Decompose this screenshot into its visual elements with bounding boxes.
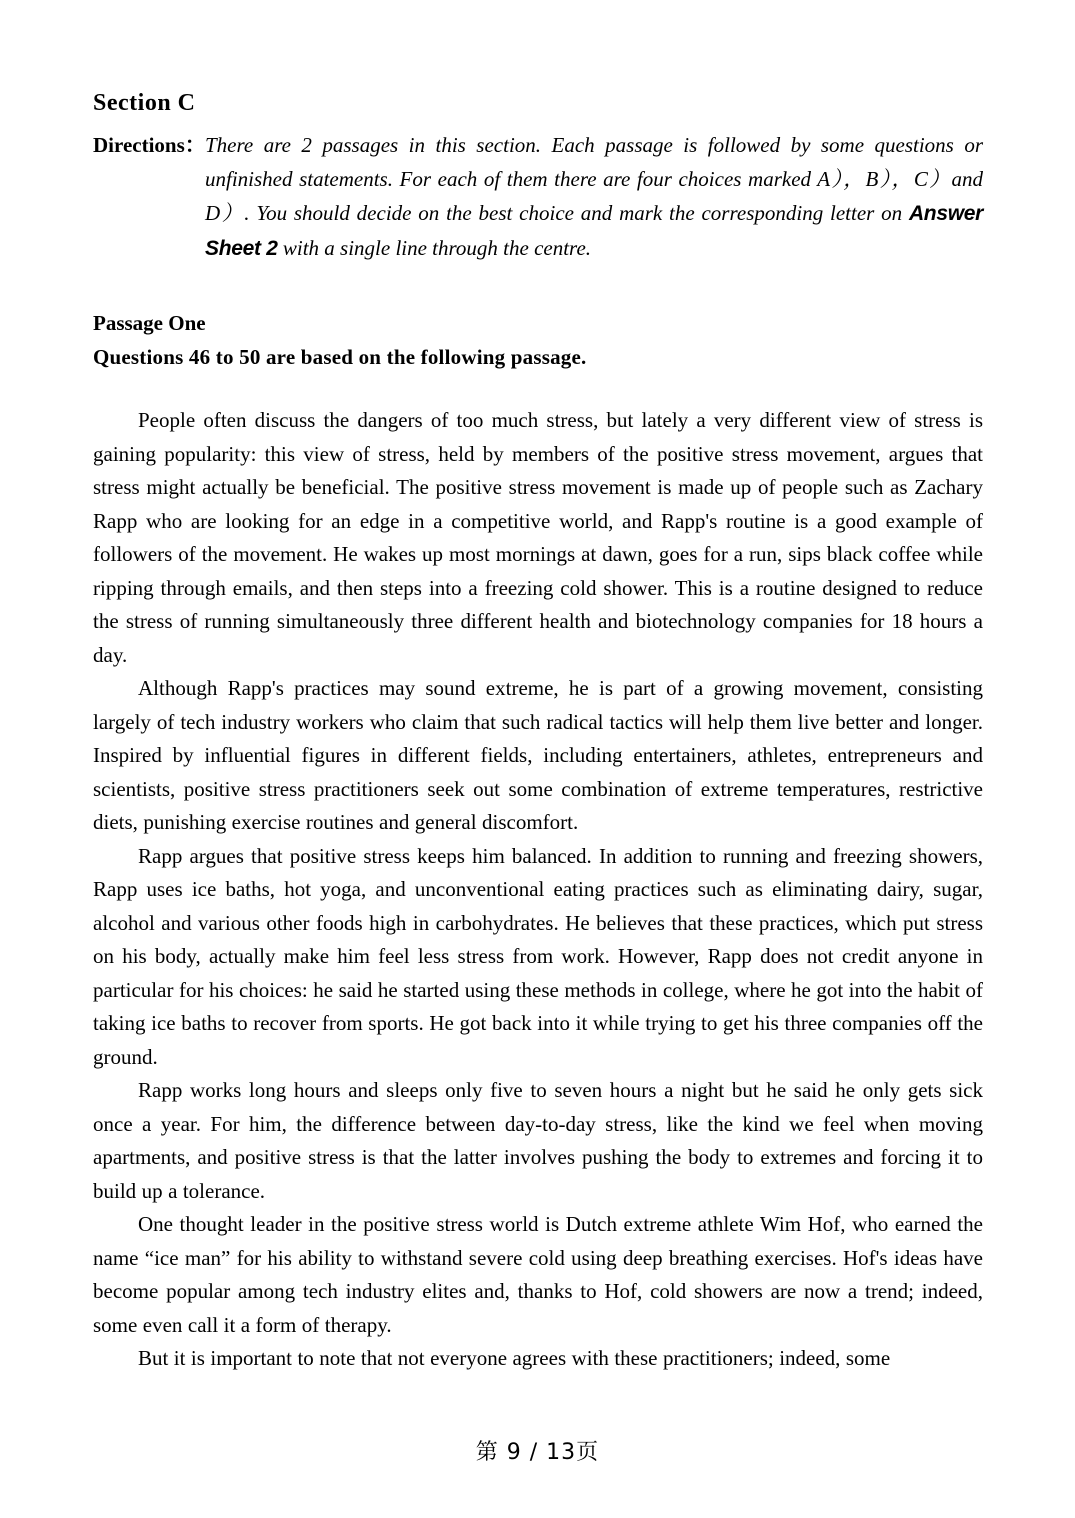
directions-text-part1: There are 2 passages in this section. Each passage is followed by some questions or unfinished statements. For each of them there are four choices marked A），B），C）and D）. You should decide on the best choice and mark the corresponding letter on — [205, 133, 983, 225]
questions-range-heading — [93, 340, 983, 374]
section-heading — [93, 88, 983, 118]
directions-label: Directions： — [93, 133, 206, 157]
directions-block — [93, 128, 983, 266]
passage-paragraph: Although Rapp's practices may sound extreme, he is part of a growing movement, consisting largely of tech industry workers who claim that such radical tactics will help them live better and longer. Inspired by influential figures in different fields, including entertainers, athletes, entrepreneurs and scientists, positive stress practitioners seek out some combination of extreme temperatures, restrictive diets, punishing exercise routines and general discomfort. — [93, 676, 983, 834]
passage-label — [93, 306, 983, 340]
page-footer — [0, 1435, 1075, 1466]
passage-body — [93, 404, 983, 1376]
page-content — [93, 88, 983, 1376]
directions-text-part2: with a single line through the centre. — [277, 236, 592, 260]
passage-paragraph: One thought leader in the positive stress world is Dutch extreme athlete Wim Hof, who earned the name “ice man” for his ability to withstand severe cold using deep breathing exercises. Hof's ideas have become popular among tech industry elites and, thanks to Hof, cold showers are now a trend; indeed, some even call it a form of therapy. — [93, 1212, 983, 1337]
passage-label-text: Passage One — [93, 311, 206, 335]
directions-text — [205, 128, 983, 266]
passage-paragraph: Rapp argues that positive stress keeps him balanced. In addition to running and freezing showers, Rapp uses ice baths, hot yoga, and unconventional eating practices such as eliminating dairy, sugar, alcohol and various other foods high in carbohydrates. He believes that these practices, which put stress on his body, actually make him feel less stress from work. However, Rapp does not credit anyone in particular for his choices: he said he started using these methods in college, where he got into the habit of taking ice baths to recover from sports. He got back into it while trying to get his three companies off the ground. — [93, 843, 983, 1069]
passage-paragraph: But it is important to note that not everyone agrees with these practitioners; indeed, some — [138, 1346, 891, 1370]
passage-paragraph: People often discuss the dangers of too much stress, but lately a very different view of stress is gaining popularity: this view of stress, held by members of the positive stress movement, argues that stress might actually be beneficial. The positive stress movement is made up of people such as Zachary Rapp who are looking for an edge in a competitive world, and Rapp's routine is a good example of followers of the movement. He wakes up most mornings at dawn, goes for a run, sips black coffee while ripping through emails, and then steps into a freezing cold shower. This is a routine designed to reduce the stress of running simultaneously three different health and biotechnology companies for 18 hours a day. — [93, 408, 983, 667]
questions-range-text: Questions 46 to 50 are based on the following passage. — [93, 345, 587, 369]
section-heading-text: Section C — [93, 90, 196, 116]
passage-paragraph: Rapp works long hours and sleeps only five to seven hours a night but he said he only gets sick once a year. For him, the difference between day-to-day stress, like the kind we feel when moving apartments, and positive stress is that the latter involves pushing the body to extremes and forcing it to build up a tolerance. — [93, 1078, 983, 1203]
answer-sheet-emphasis: Answer Sheet 2 — [205, 202, 983, 260]
page-number-label: 第 9 / 13页 — [475, 1440, 600, 1465]
